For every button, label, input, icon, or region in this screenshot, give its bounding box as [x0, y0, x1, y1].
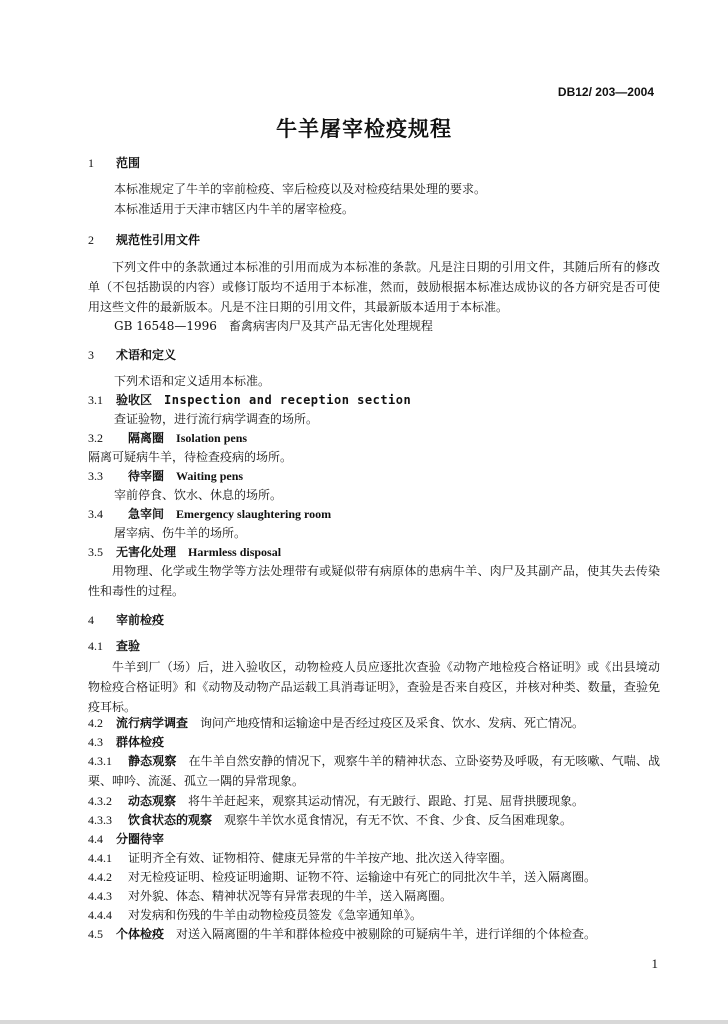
term-3-1-definition: 查证验物，进行流行病学调查的场所。	[114, 412, 319, 426]
section-3-intro: 下列术语和定义适用本标准。	[114, 374, 271, 388]
section-2-para: 下列文件中的条款通过本标准的引用而成为本标准的条款。凡是注日期的引用文件，其随后所有的修改单（不包括勘误的内容）或修订版均不适用于本标准，然而，鼓励根据本标准达成协议的各方研究是否可使用这些文件的最新版本。凡是不注日期的引用文件，其最新版本适用于本标准。	[88, 260, 660, 314]
section-3-heading: 3 术语和定义	[88, 348, 177, 362]
term-3-2-definition: 隔离可疑病牛羊，待检查疫病的场所。	[88, 450, 293, 464]
section-1-para-2: 本标准适用于天津市辖区内牛羊的屠宰检疫。	[114, 202, 355, 216]
term-3-2: 3.2 隔离圈 Isolation pens	[88, 431, 248, 445]
document-title: 牛羊屠宰检疫规程	[276, 117, 452, 141]
section-4-3-2: 4.3.2 动态观察 将牛羊赶起来，观察其运动情况，有无跛行、跟跄、打晃、屈背拱腰现象。	[88, 794, 585, 808]
section-4-heading: 4 宰前检疫	[88, 613, 165, 627]
section-4-1-text: 牛羊到厂（场）后，进入验收区，动物检疫人员应逐批次查验《动物产地检疫合格证明》或《出县境动物检疫合格证明》和《动物及动物产品运载工具消毒证明》，查验是否来自疫区，并核对种类、数量，查验免疫耳标。	[88, 660, 660, 714]
page-number: 1	[651, 956, 658, 971]
section-4-5: 4.5 个体检疫 对送入隔离圈的牛羊和群体检疫中被剔除的可疑病牛羊，进行详细的个体检查。	[88, 927, 597, 941]
term-3-5: 3.5 无害化处理 Harmless disposal	[88, 545, 282, 559]
section-4-4-3: 4.4.3 对外貌、体态、精神状况等有异常表现的牛羊，送入隔离圈。	[88, 889, 453, 903]
section-4-4-2: 4.4.2 对无检疫证明、检疫证明逾期、证物不符、运输途中有死亡的同批次牛羊，送入隔离圈。	[88, 870, 597, 884]
term-3-5-definition: 用物理、化学或生物学等方法处理带有或疑似带有病原体的患病牛羊、肉尸及其副产品，使其失去传染性和毒性的过程。	[88, 564, 660, 598]
section-1-heading: 1 范围	[88, 156, 141, 170]
section-4-3-heading: 4.3 群体检疫	[88, 735, 165, 749]
section-4-4-heading: 4.4 分圈待宰	[88, 832, 165, 846]
section-4-2: 4.2 流行病学调查 询问产地疫情和运输途中是否经过疫区及采食、饮水、发病、死亡情况。	[88, 716, 585, 730]
section-4-4-1: 4.4.1 证明齐全有效、证物相符、健康无异常的牛羊按产地、批次送入待宰圈。	[88, 851, 513, 865]
section-4-3-1: 4.3.1 静态观察 在牛羊自然安静的情况下，观察牛羊的精神状态、立卧姿势及呼吸，有无咳嗽、气喘、战栗、呻吟、流涎、孤立一隅的异常现象。	[88, 754, 660, 788]
term-3-3-definition: 宰前停食、饮水、休息的场所。	[114, 488, 283, 502]
section-4-4-4: 4.4.4 对发病和伤残的牛羊由动物检疫员签发《急宰通知单》。	[88, 908, 423, 922]
section-2-heading: 2 规范性引用文件	[88, 233, 201, 247]
term-3-4: 3.4 急宰间 Emergency slaughtering room	[88, 507, 332, 521]
standard-number: DB12/ 203—2004	[557, 85, 654, 99]
normative-reference: GB 16548—1996 畜禽病害肉尸及其产品无害化处理规程	[114, 319, 433, 333]
term-3-3: 3.3 待宰圈 Waiting pens	[88, 469, 244, 483]
section-1-para-1: 本标准规定了牛羊的宰前检疫、宰后检疫以及对检疫结果处理的要求。	[114, 182, 487, 196]
section-4-1-heading: 4.1 查验	[88, 639, 141, 653]
term-3-4-definition: 屠宰病、伤牛羊的场所。	[114, 526, 247, 540]
section-4-3-3: 4.3.3 饮食状态的观察 观察牛羊饮水觅食情况，有无不饮、不食、少食、反刍困难现象。	[88, 813, 573, 827]
page-bottom-edge	[0, 1020, 728, 1024]
term-3-1: 3.1 验收区 Inspection and reception section	[88, 393, 412, 407]
